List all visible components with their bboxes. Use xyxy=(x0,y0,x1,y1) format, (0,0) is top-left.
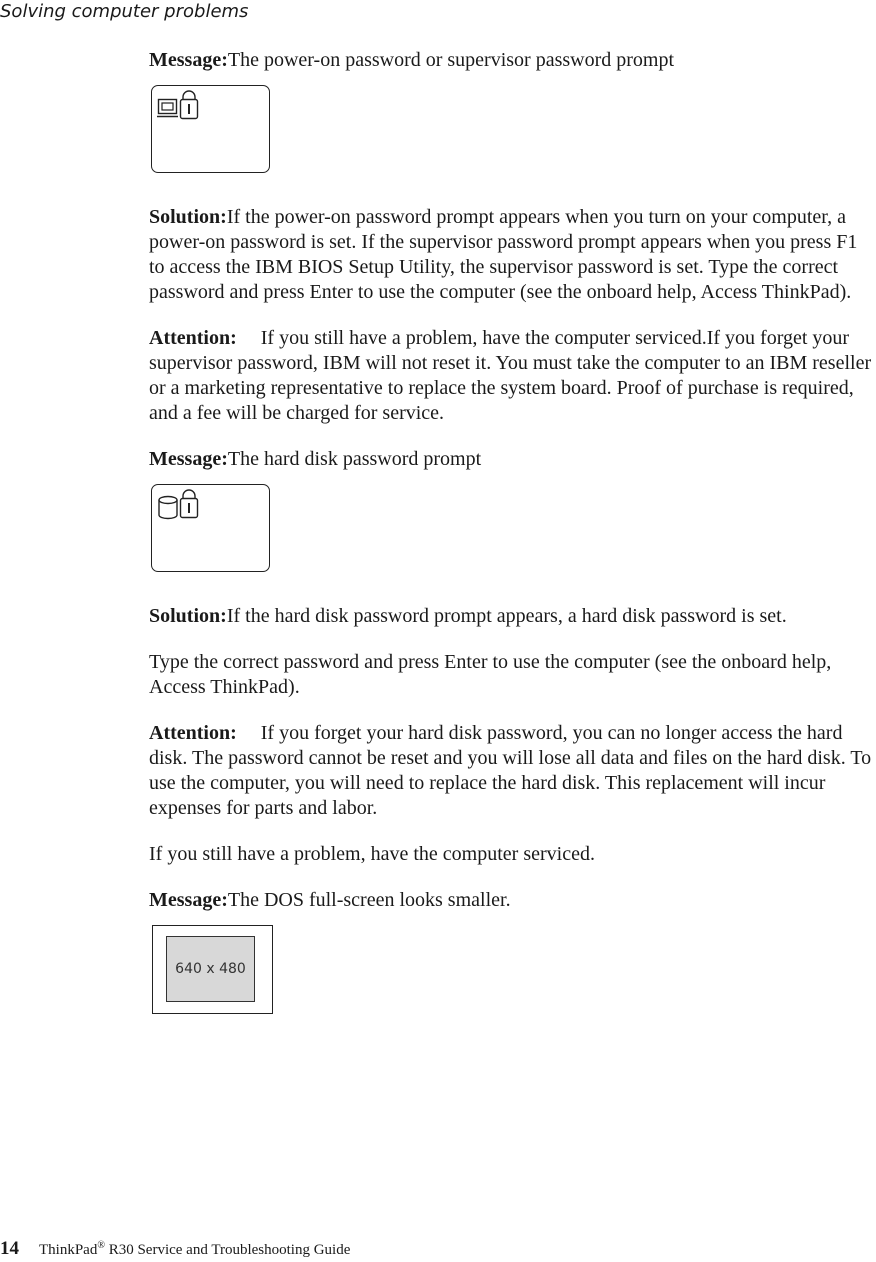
attention-label: Attention: xyxy=(149,722,237,744)
message-label: Message: xyxy=(149,448,228,470)
solution-1 xyxy=(149,205,876,305)
power-on-password-prompt-figure xyxy=(151,85,275,177)
message-text: The DOS full-screen looks smaller. xyxy=(227,889,511,911)
product-name: ThinkPad xyxy=(39,1242,98,1258)
attention-text: If you forget your hard disk password, you can no longer access the hard disk. The password cannot be reset and you will lose all data and files on the hard disk. To use the computer, you will need to replace the hard disk. This replacement will incur expenses for parts and labor. xyxy=(149,722,872,819)
hard-disk-password-prompt-figure xyxy=(151,484,275,576)
dos-screen-area xyxy=(166,936,255,1002)
message-2 xyxy=(149,447,876,472)
attention-2 xyxy=(149,721,876,821)
solution-2 xyxy=(149,604,876,629)
computer-lock-icon xyxy=(156,89,202,125)
message-label: Message: xyxy=(149,49,228,71)
page-footer xyxy=(0,1234,350,1262)
dos-screen-figure xyxy=(151,925,275,1017)
resolution-label: 640 x 480 xyxy=(175,960,246,977)
solution-label: Solution: xyxy=(149,206,227,228)
guide-title: R30 Service and Troubleshooting Guide xyxy=(104,1242,351,1258)
message-text: The power-on password or supervisor password prompt xyxy=(227,49,675,71)
message-1 xyxy=(149,48,876,73)
registered-mark: ® xyxy=(97,1240,105,1251)
attention-1 xyxy=(149,326,876,426)
page-number: 14 xyxy=(0,1238,19,1259)
attention-label: Attention: xyxy=(149,327,237,349)
attention-text: If you still have a problem, have the computer serviced.If you forget your supervisor password, IBM will not reset it. You must take the computer to an IBM reseller or a marketing representative to replace the system board. Proof of purchase is required, and a fee will be charged for service. xyxy=(149,327,872,424)
instruction-text: Type the correct password and press Enter to use the computer (see the onboard help, Access ThinkPad). xyxy=(149,651,832,698)
closing-text: If you still have a problem, have the computer serviced. xyxy=(149,843,595,865)
harddisk-lock-icon xyxy=(156,488,202,524)
solution-text: If the hard disk password prompt appears, a hard disk password is set. xyxy=(226,605,787,627)
solution-text: If the power-on password prompt appears when you turn on your computer, a power-on password is set. If the supervisor password prompt appears when you press F1 to access the IBM BIOS Setup Utility, the supervisor password is set. Type the correct password and press Enter to use the computer (see the onboard help, Access ThinkPad). xyxy=(149,206,858,303)
message-3 xyxy=(149,888,876,913)
running-header: Solving computer problems xyxy=(0,1,249,22)
page-content xyxy=(149,48,876,1017)
message-label: Message: xyxy=(149,889,228,911)
solution-label: Solution: xyxy=(149,605,227,627)
message-text: The hard disk password prompt xyxy=(227,448,482,470)
